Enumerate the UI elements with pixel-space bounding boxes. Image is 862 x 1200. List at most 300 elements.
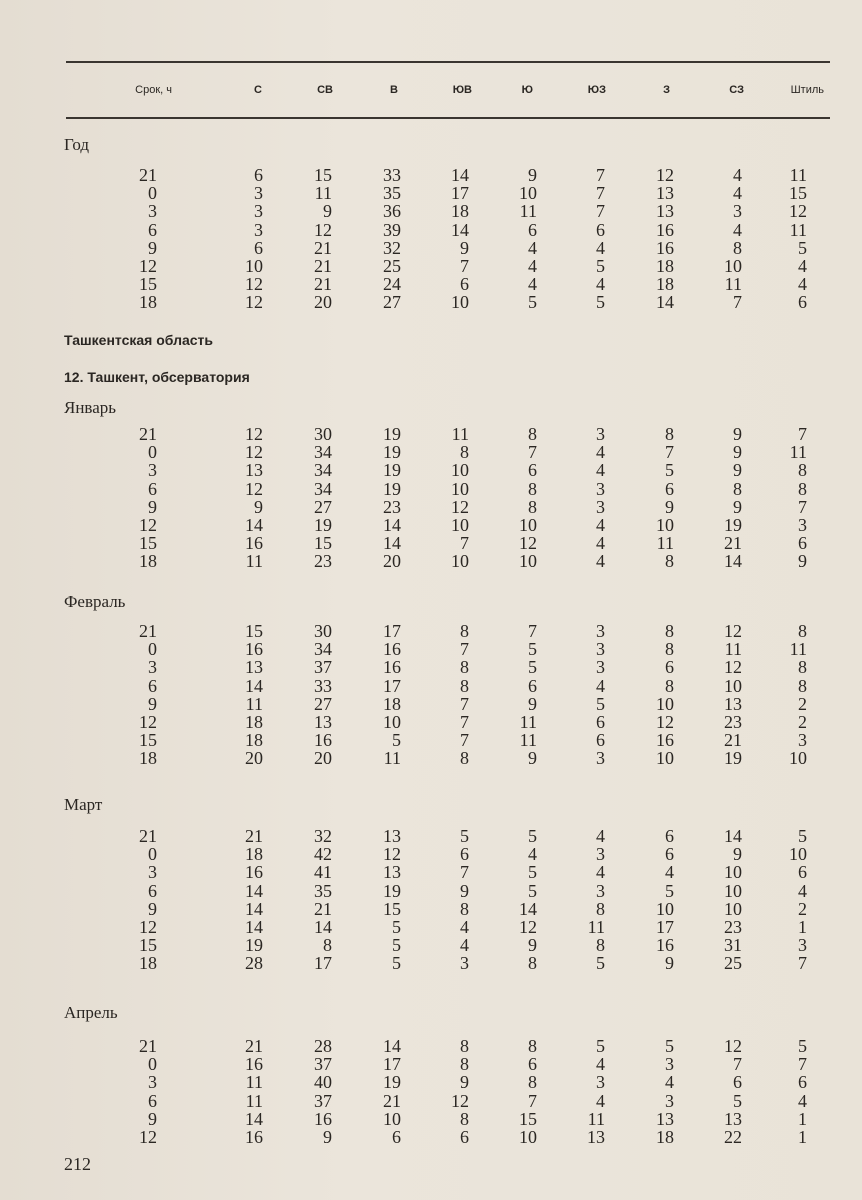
time-cell: 3 xyxy=(148,460,157,481)
value-cell: 4 xyxy=(596,826,605,846)
value-cell: 7 xyxy=(460,862,469,883)
value-cell: 11 xyxy=(519,711,537,732)
value-cell: 11 xyxy=(789,442,807,463)
section-april xyxy=(0,1037,862,1146)
value-cell: 7 xyxy=(798,1054,807,1075)
time-cell: 0 xyxy=(148,844,157,865)
value-cell: 5 xyxy=(665,1036,674,1056)
time-cell: 21 xyxy=(139,424,157,444)
value-cell: 11 xyxy=(587,916,605,937)
value-cell: 3 xyxy=(254,183,263,204)
table-row xyxy=(0,461,862,479)
value-cell: 5 xyxy=(596,1036,605,1056)
value-cell: 4 xyxy=(596,460,605,481)
value-cell: 18 xyxy=(656,274,674,295)
value-cell: 14 xyxy=(245,675,263,696)
value-cell: 6 xyxy=(254,165,263,185)
value-cell: 5 xyxy=(528,880,537,901)
value-cell: 13 xyxy=(314,711,332,732)
value-cell: 10 xyxy=(519,551,537,572)
value-cell: 12 xyxy=(314,219,332,240)
value-cell: 8 xyxy=(798,478,807,499)
value-cell: 4 xyxy=(596,274,605,295)
table-row xyxy=(0,184,862,202)
value-cell: 19 xyxy=(724,514,742,535)
value-cell: 16 xyxy=(656,219,674,240)
value-cell: 16 xyxy=(245,1054,263,1075)
table-row xyxy=(0,202,862,220)
value-cell: 5 xyxy=(596,953,605,974)
table-row xyxy=(0,731,862,749)
value-cell: 5 xyxy=(392,730,401,751)
value-cell: 12 xyxy=(245,424,263,444)
value-cell: 7 xyxy=(596,165,605,185)
value-cell: 8 xyxy=(460,748,469,769)
value-cell: 18 xyxy=(245,730,263,751)
value-cell: 5 xyxy=(528,657,537,678)
value-cell: 4 xyxy=(798,274,807,295)
table-row xyxy=(0,936,862,954)
value-cell: 3 xyxy=(596,496,605,517)
value-cell: 8 xyxy=(596,935,605,956)
value-cell: 3 xyxy=(596,748,605,769)
value-cell: 25 xyxy=(383,255,401,276)
value-cell: 6 xyxy=(798,292,807,313)
value-cell: 5 xyxy=(798,826,807,846)
value-cell: 17 xyxy=(314,953,332,974)
time-cell: 0 xyxy=(148,442,157,463)
header-calm: Штиль xyxy=(790,84,824,96)
value-cell: 7 xyxy=(528,1090,537,1111)
value-cell: 14 xyxy=(245,916,263,937)
table-row xyxy=(0,863,862,881)
value-cell: 42 xyxy=(314,844,332,865)
value-cell: 3 xyxy=(733,201,742,222)
value-cell: 9 xyxy=(733,424,742,444)
value-cell: 39 xyxy=(383,219,401,240)
value-cell: 6 xyxy=(460,1126,469,1147)
value-cell: 18 xyxy=(656,1126,674,1147)
time-cell: 0 xyxy=(148,1054,157,1075)
time-cell: 9 xyxy=(148,693,157,714)
table-header xyxy=(0,84,862,102)
table-row xyxy=(0,640,862,658)
value-cell: 11 xyxy=(789,639,807,660)
value-cell: 7 xyxy=(665,442,674,463)
time-cell: 6 xyxy=(148,478,157,499)
value-cell: 12 xyxy=(656,165,674,185)
time-cell: 12 xyxy=(139,514,157,535)
value-cell: 3 xyxy=(596,478,605,499)
table-row xyxy=(0,677,862,695)
value-cell: 8 xyxy=(528,478,537,499)
value-cell: 14 xyxy=(314,916,332,937)
value-cell: 41 xyxy=(314,862,332,883)
value-cell: 12 xyxy=(245,274,263,295)
table-row xyxy=(0,239,862,257)
value-cell: 14 xyxy=(245,880,263,901)
value-cell: 17 xyxy=(383,675,401,696)
value-cell: 23 xyxy=(724,711,742,732)
value-cell: 4 xyxy=(665,1072,674,1093)
value-cell: 20 xyxy=(383,551,401,572)
value-cell: 12 xyxy=(789,201,807,222)
value-cell: 19 xyxy=(314,514,332,535)
value-cell: 4 xyxy=(596,551,605,572)
value-cell: 34 xyxy=(314,442,332,463)
value-cell: 4 xyxy=(596,1090,605,1111)
section-title-february: Февраль xyxy=(64,592,126,611)
value-cell: 3 xyxy=(596,880,605,901)
time-cell: 0 xyxy=(148,639,157,660)
value-cell: 21 xyxy=(724,730,742,751)
value-cell: 8 xyxy=(528,496,537,517)
value-cell: 12 xyxy=(519,533,537,554)
value-cell: 4 xyxy=(596,1054,605,1075)
value-cell: 19 xyxy=(724,748,742,769)
time-cell: 0 xyxy=(148,183,157,204)
value-cell: 19 xyxy=(383,442,401,463)
value-cell: 4 xyxy=(596,533,605,554)
value-cell: 9 xyxy=(733,844,742,865)
time-cell: 6 xyxy=(148,219,157,240)
value-cell: 8 xyxy=(798,675,807,696)
value-cell: 8 xyxy=(596,898,605,919)
time-cell: 9 xyxy=(148,1108,157,1129)
value-cell: 5 xyxy=(596,255,605,276)
value-cell: 1 xyxy=(798,1108,807,1129)
time-cell: 12 xyxy=(139,916,157,937)
value-cell: 5 xyxy=(596,292,605,313)
time-cell: 18 xyxy=(139,953,157,974)
table-row xyxy=(0,443,862,461)
value-cell: 6 xyxy=(596,219,605,240)
value-cell: 3 xyxy=(798,514,807,535)
value-cell: 4 xyxy=(798,880,807,901)
value-cell: 19 xyxy=(383,478,401,499)
value-cell: 19 xyxy=(383,424,401,444)
time-cell: 6 xyxy=(148,675,157,696)
value-cell: 3 xyxy=(798,935,807,956)
value-cell: 8 xyxy=(528,1036,537,1056)
value-cell: 5 xyxy=(528,862,537,883)
value-cell: 37 xyxy=(314,657,332,678)
value-cell: 11 xyxy=(587,1108,605,1129)
value-cell: 10 xyxy=(245,255,263,276)
value-cell: 6 xyxy=(665,657,674,678)
section-year xyxy=(0,166,862,312)
value-cell: 16 xyxy=(656,237,674,258)
value-cell: 1 xyxy=(798,1126,807,1147)
value-cell: 4 xyxy=(733,219,742,240)
value-cell: 32 xyxy=(314,826,332,846)
time-cell: 3 xyxy=(148,201,157,222)
value-cell: 5 xyxy=(798,1036,807,1056)
value-cell: 12 xyxy=(519,916,537,937)
table-row xyxy=(0,900,862,918)
value-cell: 9 xyxy=(323,1126,332,1147)
value-cell: 5 xyxy=(392,916,401,937)
value-cell: 6 xyxy=(460,274,469,295)
time-cell: 3 xyxy=(148,657,157,678)
value-cell: 20 xyxy=(314,748,332,769)
value-cell: 9 xyxy=(528,693,537,714)
value-cell: 3 xyxy=(596,621,605,641)
value-cell: 12 xyxy=(245,442,263,463)
header-ne: СВ xyxy=(317,84,333,96)
value-cell: 6 xyxy=(798,533,807,554)
value-cell: 12 xyxy=(245,292,263,313)
value-cell: 12 xyxy=(451,1090,469,1111)
value-cell: 27 xyxy=(383,292,401,313)
value-cell: 7 xyxy=(798,424,807,444)
value-cell: 19 xyxy=(245,935,263,956)
value-cell: 34 xyxy=(314,639,332,660)
value-cell: 9 xyxy=(528,748,537,769)
value-cell: 3 xyxy=(665,1090,674,1111)
value-cell: 4 xyxy=(460,935,469,956)
value-cell: 8 xyxy=(798,460,807,481)
value-cell: 14 xyxy=(245,898,263,919)
value-cell: 3 xyxy=(596,1072,605,1093)
value-cell: 9 xyxy=(798,551,807,572)
value-cell: 7 xyxy=(733,1054,742,1075)
value-cell: 4 xyxy=(733,183,742,204)
table-row xyxy=(0,1092,862,1110)
value-cell: 23 xyxy=(383,496,401,517)
value-cell: 12 xyxy=(724,657,742,678)
value-cell: 7 xyxy=(528,621,537,641)
value-cell: 12 xyxy=(451,496,469,517)
value-cell: 9 xyxy=(460,237,469,258)
value-cell: 5 xyxy=(665,460,674,481)
value-cell: 6 xyxy=(528,460,537,481)
value-cell: 16 xyxy=(383,657,401,678)
value-cell: 14 xyxy=(451,165,469,185)
value-cell: 32 xyxy=(383,237,401,258)
value-cell: 13 xyxy=(383,826,401,846)
value-cell: 8 xyxy=(528,1072,537,1093)
value-cell: 12 xyxy=(383,844,401,865)
header-n: С xyxy=(254,84,262,96)
time-cell: 18 xyxy=(139,748,157,769)
value-cell: 11 xyxy=(656,533,674,554)
value-cell: 11 xyxy=(314,183,332,204)
value-cell: 13 xyxy=(587,1126,605,1147)
value-cell: 8 xyxy=(460,675,469,696)
page-number: 212 xyxy=(64,1154,91,1174)
value-cell: 8 xyxy=(733,478,742,499)
value-cell: 4 xyxy=(528,274,537,295)
value-cell: 13 xyxy=(656,1108,674,1129)
table-row xyxy=(0,166,862,184)
table-row xyxy=(0,293,862,311)
value-cell: 20 xyxy=(245,748,263,769)
value-cell: 35 xyxy=(314,880,332,901)
table-row xyxy=(0,1128,862,1146)
value-cell: 9 xyxy=(460,880,469,901)
value-cell: 10 xyxy=(451,292,469,313)
value-cell: 4 xyxy=(596,514,605,535)
value-cell: 8 xyxy=(665,551,674,572)
value-cell: 7 xyxy=(460,711,469,732)
value-cell: 5 xyxy=(798,237,807,258)
time-cell: 21 xyxy=(139,1036,157,1056)
value-cell: 7 xyxy=(460,533,469,554)
value-cell: 30 xyxy=(314,424,332,444)
value-cell: 6 xyxy=(596,730,605,751)
value-cell: 11 xyxy=(789,219,807,240)
value-cell: 7 xyxy=(460,639,469,660)
section-title-year: Год xyxy=(64,135,89,154)
value-cell: 7 xyxy=(733,292,742,313)
value-cell: 8 xyxy=(460,898,469,919)
header-s: Ю xyxy=(521,84,533,96)
value-cell: 7 xyxy=(460,730,469,751)
value-cell: 8 xyxy=(528,953,537,974)
value-cell: 8 xyxy=(665,639,674,660)
value-cell: 2 xyxy=(798,693,807,714)
value-cell: 10 xyxy=(451,460,469,481)
value-cell: 9 xyxy=(665,953,674,974)
value-cell: 10 xyxy=(383,711,401,732)
value-cell: 9 xyxy=(323,201,332,222)
value-cell: 6 xyxy=(733,1072,742,1093)
value-cell: 6 xyxy=(665,844,674,865)
table-row xyxy=(0,954,862,972)
value-cell: 15 xyxy=(519,1108,537,1129)
value-cell: 16 xyxy=(245,639,263,660)
time-cell: 15 xyxy=(139,935,157,956)
value-cell: 4 xyxy=(596,237,605,258)
value-cell: 3 xyxy=(665,1054,674,1075)
value-cell: 7 xyxy=(460,693,469,714)
time-cell: 12 xyxy=(139,1126,157,1147)
value-cell: 23 xyxy=(724,916,742,937)
value-cell: 33 xyxy=(314,675,332,696)
value-cell: 11 xyxy=(519,730,537,751)
table-row xyxy=(0,534,862,552)
value-cell: 9 xyxy=(665,496,674,517)
value-cell: 11 xyxy=(451,424,469,444)
value-cell: 8 xyxy=(323,935,332,956)
value-cell: 4 xyxy=(528,255,537,276)
value-cell: 7 xyxy=(596,201,605,222)
value-cell: 3 xyxy=(460,953,469,974)
value-cell: 4 xyxy=(665,862,674,883)
header-se: ЮВ xyxy=(452,84,472,96)
value-cell: 35 xyxy=(383,183,401,204)
value-cell: 3 xyxy=(254,219,263,240)
value-cell: 33 xyxy=(383,165,401,185)
value-cell: 9 xyxy=(733,442,742,463)
value-cell: 8 xyxy=(528,424,537,444)
section-title-march: Март xyxy=(64,795,103,814)
value-cell: 17 xyxy=(451,183,469,204)
value-cell: 14 xyxy=(724,826,742,846)
value-cell: 7 xyxy=(798,953,807,974)
value-cell: 11 xyxy=(245,693,263,714)
value-cell: 14 xyxy=(383,1036,401,1056)
table-row xyxy=(0,658,862,676)
value-cell: 12 xyxy=(724,621,742,641)
value-cell: 12 xyxy=(724,1036,742,1056)
value-cell: 16 xyxy=(314,730,332,751)
value-cell: 15 xyxy=(383,898,401,919)
section-february xyxy=(0,622,862,768)
value-cell: 5 xyxy=(392,935,401,956)
value-cell: 10 xyxy=(724,880,742,901)
table-row xyxy=(0,695,862,713)
value-cell: 10 xyxy=(451,514,469,535)
value-cell: 17 xyxy=(383,621,401,641)
value-cell: 10 xyxy=(724,675,742,696)
value-cell: 5 xyxy=(460,826,469,846)
value-cell: 16 xyxy=(245,1126,263,1147)
value-cell: 18 xyxy=(383,693,401,714)
value-cell: 18 xyxy=(451,201,469,222)
value-cell: 16 xyxy=(383,639,401,660)
table-row xyxy=(0,1073,862,1091)
value-cell: 4 xyxy=(798,255,807,276)
value-cell: 13 xyxy=(724,1108,742,1129)
table-row xyxy=(0,713,862,731)
value-cell: 17 xyxy=(383,1054,401,1075)
value-cell: 4 xyxy=(798,1090,807,1111)
time-cell: 21 xyxy=(139,621,157,641)
value-cell: 9 xyxy=(528,935,537,956)
table-row xyxy=(0,1055,862,1073)
value-cell: 11 xyxy=(245,1090,263,1111)
value-cell: 6 xyxy=(528,1054,537,1075)
value-cell: 14 xyxy=(383,514,401,535)
value-cell: 3 xyxy=(798,730,807,751)
value-cell: 12 xyxy=(245,478,263,499)
value-cell: 10 xyxy=(656,898,674,919)
value-cell: 4 xyxy=(733,165,742,185)
time-cell: 21 xyxy=(139,165,157,185)
value-cell: 10 xyxy=(789,844,807,865)
value-cell: 3 xyxy=(596,844,605,865)
section-january xyxy=(0,425,862,571)
value-cell: 13 xyxy=(245,460,263,481)
value-cell: 11 xyxy=(724,639,742,660)
value-cell: 6 xyxy=(254,237,263,258)
value-cell: 6 xyxy=(665,826,674,846)
value-cell: 15 xyxy=(314,533,332,554)
value-cell: 11 xyxy=(724,274,742,295)
value-cell: 25 xyxy=(724,953,742,974)
table-row xyxy=(0,275,862,293)
value-cell: 19 xyxy=(383,880,401,901)
value-cell: 24 xyxy=(383,274,401,295)
table-row xyxy=(0,257,862,275)
value-cell: 4 xyxy=(596,675,605,696)
table-row xyxy=(0,827,862,845)
header-time: Срок, ч xyxy=(135,84,172,96)
value-cell: 4 xyxy=(460,916,469,937)
value-cell: 3 xyxy=(596,424,605,444)
value-cell: 11 xyxy=(789,165,807,185)
table-row xyxy=(0,221,862,239)
value-cell: 5 xyxy=(528,639,537,660)
time-cell: 6 xyxy=(148,1090,157,1111)
value-cell: 17 xyxy=(656,916,674,937)
value-cell: 8 xyxy=(798,657,807,678)
value-cell: 18 xyxy=(245,711,263,732)
table-row xyxy=(0,480,862,498)
value-cell: 7 xyxy=(460,255,469,276)
